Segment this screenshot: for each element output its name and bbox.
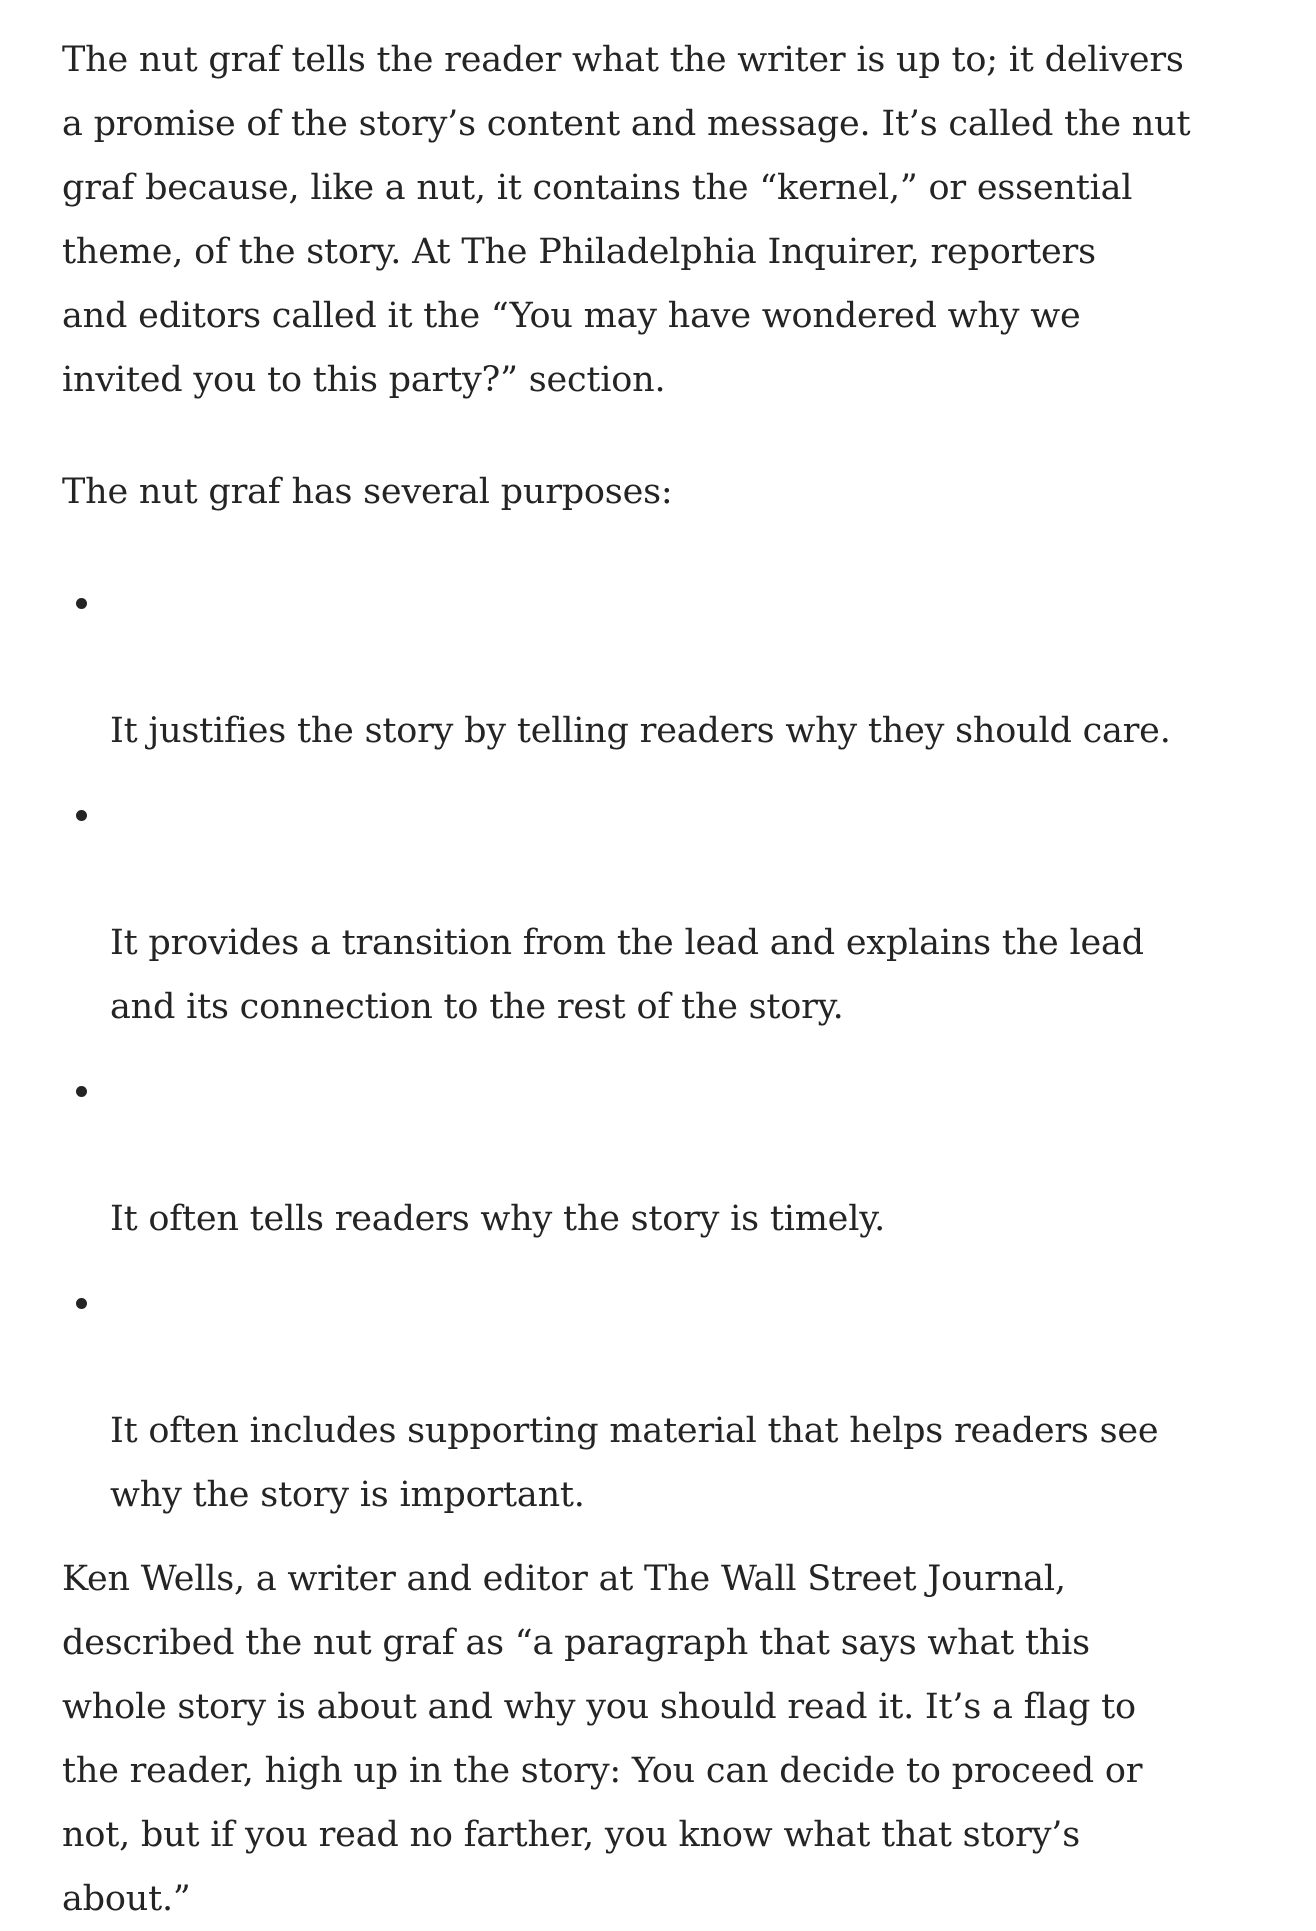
article-body [62,28,1272,1931]
purposes-intro: The nut graf has several purposes: [62,472,673,512]
intro-paragraph: The nut graf tells the reader what the writer is up to; it delivers a promise of the story’s content and message. It’s called the nut graf because, like a nut, it contains the “kernel,” or essential theme, of the story. At The Philadelphia Inquirer, reporters and editors called it the “You may have wondered why we invited you to this party?” section. [62,40,1191,400]
bullet-icon [76,1298,87,1309]
list-item [62,571,1272,763]
list-item-text: It justifies the story by telling readers why they should care. [110,711,1171,751]
list-item [62,1271,1272,1527]
list-item-text: It often tells readers why the story is timely. [110,1199,886,1239]
list-item [62,1059,1272,1251]
bullet-icon [76,598,87,609]
bullet-icon [76,810,87,821]
purposes-list [62,571,1272,1527]
list-item [62,783,1272,1039]
quote-paragraph: Ken Wells, a writer and editor at The Wall Street Journal, described the nut graf as “a paragraph that says what this whole story is about and why you should read it. It’s a flag to the reader, high up in the story: You can decide to proceed or not, but if you read no farther, you know what that story’s about.” [62,1559,1143,1919]
bullet-icon [76,1086,87,1097]
list-item-text: It provides a transition from the lead and explains the lead and its connection to the rest of the story. [110,923,1144,1027]
list-item-text: It often includes supporting material that helps readers see why the story is important. [110,1411,1159,1515]
